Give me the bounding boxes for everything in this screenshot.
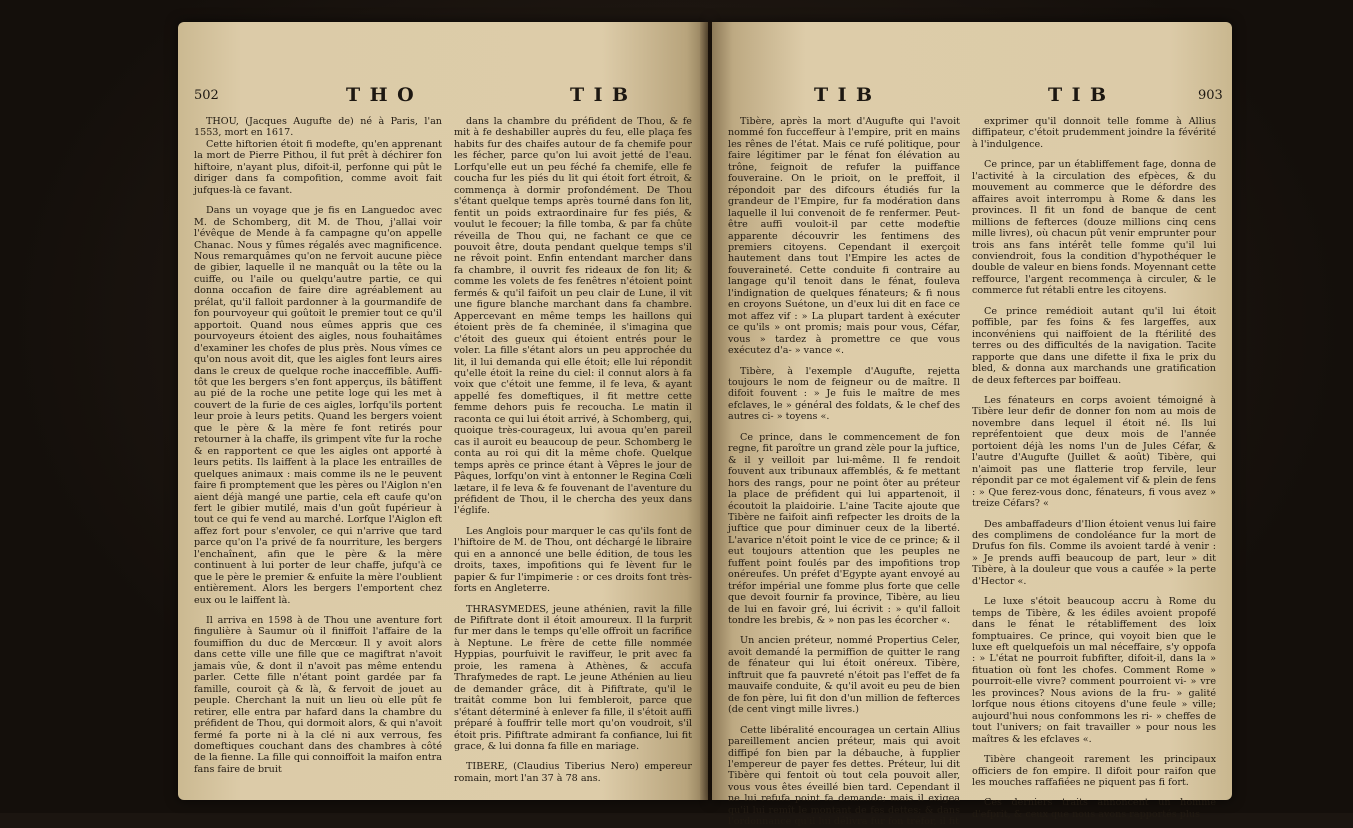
paragraph: dans la chambre du préfident de Thou, & fe mit à fe deshabiller auprès du feu, elle plaça fes habits fur des chaifes autour de fa chemife pour les fécher, parce qu'on lui avoit jetté de l'eau. Lorfqu'elle eut un peu féché fa chemife, elle fe coucha fur les piés du lit qui étoit fort étroit, & commença à dormir profondément. De Thou s'étant quelque temps après tourné dans fon lit, fentit un poids extraordinaire fur fes piés, & voulut le fecouer; la fille tomba, & par fa chûte réveilla de Thou qui, ne fachant ce que ce pouvoit être, douta pendant quelque temps s'il ne rêvoit point. Enfin entendant marcher dans fa chambre, il ouvrit fes rideaux de fon lit; & comme les volets de fes fenêtres n'étoient point fermés & qu'il faifoit un peu clair de Lune, il vit une figure blanche marchant dans fa chambre. Appercevant en même temps les haillons qui étoient près de fa cheminée, il s'imagina que c'étoit des gueux qui étoient entrés pour le voler. La fille s'étant alors un peu approchée du lit, il lui demanda qui elle étoit; elle lui répondit qu'elle étoit la reine du ciel: il connut alors à fa voix que c'étoit une femme, il fe leva, & ayant appellé fes domeftiques, il fit mettre cette femme dehors puis fe recoucha. Le matin il raconta ce qui lui étoit arrivé, à Schomberg, qui, quoique très-courageux, lui avoua qu'en pareil cas il auroit eu beaucoup de peur. Schomberg le conta au roi qui dit la même chofe. Quelque temps après ce prince étant à Vêpres le jour de Pâques, lorfqu'on vint à entonner le Regina Cœli lætare, il fe leva & fe fouvenant de l'aventure du préfident de Thou, il le chercha des yeux dans l'églife.: [454, 116, 692, 517]
running-header-left: THO: [346, 84, 424, 106]
paragraph: Le luxe s'étoit beaucoup accru à Rome du temps de Tibère, & les édiles avoient propofé dans le fénat le rétabliffement des loix fomptuaires. Ce prince, qui voyoit bien que le luxe eft quelquefois un mal néceffaire, s'y oppofa : » L'état ne pourroit fubfifter, difoit-il, dans la » fituation où font les chofes. Comment Rome » pourroit-elle vivre? comment pourroient vi- » vre les provinces? Nous avions de la fru- » galité lorfque nous étions citoyens d'une feule » ville; aujourd'hui nous confommons les ri- » cheffes de tout l'univers; on fait travailler » pour nous les maîtres & les efclaves «.: [972, 596, 1216, 745]
page-number: 903: [1198, 88, 1223, 103]
right-page: [712, 22, 1232, 828]
entry-heading: TIBERE, (Claudius Tiberius Nero) empereur romain, mort l'an 37 à 78 ans.: [454, 761, 692, 784]
paragraph: Ce prince remédioit autant qu'il lui étoit poffible, par fes foins & fes largeffes, aux inconvéniens qui naiffoient de la ftérilité des terres ou des difficultés de la navigation. Tacite rapporte que dans une difette il fixa le prix du bled, & donna aux marchands une gratification de deux fefterces par boiffeau.: [972, 305, 1216, 386]
text-column-1: [728, 116, 960, 828]
running-header-right: TIB: [570, 84, 638, 106]
paragraph: exprimer qu'il donnoit telle fomme à Allius diffipateur, c'étoit prudemment joindre la févérité à l'indulgence.: [972, 116, 1216, 150]
paragraph: Les Anglois pour marquer le cas qu'ils font de l'hiftoire de M. de Thou, ont déchargé le libraire qui en a annoncé une belle édition, de tous les droits, taxes, impofitions qui fe lèvent fur le papier & fur l'impimerie : or ces droits font très-forts en Angleterre.: [454, 525, 692, 595]
text-column-1: [194, 116, 442, 781]
paragraph: Les fénateurs en corps avoient témoigné à Tibère leur defir de donner fon nom au mois de novembre dans lequel il étoit né. Ils lui repréfentoient que deux mois de l'année portoient déjà les noms l'un de Jules Céfar, & l'autre d'Augufte (Juillet & août) Tibère, qui n'aimoit pas une flatterie trop fervile, leur répondit par ce mot également vif & plein de fens : » Que ferez-vous donc, fénateurs, fi vous avez » treize Céfars? «: [972, 394, 1216, 510]
paragraph: Un ancien préteur, nommé Propertius Celer, avoit demandé la permiffion de quitter le rang de fénateur qui lui étoit onéreux. Tibère, inftruit que fa pauvreté n'étoit pas l'effet de fa mauvaife conduite, & qu'il avoit eu peu de bien de fon père, lui fit don d'un million de fefterces (de cent vingt mille livres.): [728, 635, 960, 716]
paragraph: Ces derniers traits annoncent un homme d'efprit, & ceux que nous avons rapportés plus: [972, 797, 1216, 820]
paragraph: Tibère, à l'exemple d'Augufte, rejetta toujours le nom de feigneur ou de maître. Il difoit fouvent : » Je fuis le maître de mes efclaves, le » général des foldats, & le chef des autres ci- » toyens «.: [728, 365, 960, 423]
running-header-right: TIB: [1048, 84, 1116, 106]
left-page: [178, 22, 708, 800]
paragraph: Tibère, après la mort d'Augufte qui l'avoit nommé fon fucceffeur à l'empire, prit en mains les rênes de l'état. Mais ce rufé politique, pour faire légitimer par le fénat fon élévation au trône, feignoit de refufer la puiffance fouveraine. On le prioit, on le preffoit, il répondoit par des difcours étudiés fur la grandeur de l'Empire, fur fa modération dans laquelle il lui convenoit de fe renfermer. Peut-être auffi vouloit-il par cette modeftie apparente découvrir les fentimens des premiers citoyens. Cependant il exerçoit hautement dans tout l'Empire les actes de fouveraineté. Cette conduite fi contraire au langage qu'il tenoit dans le fénat, fouleva l'indignation de quelques fénateurs; & fi nous en croyons Suétone, un d'eux lui dit en face ce mot affez vif : » La plupart tardent à exécuter ce qu'ils » ont promis; mais pour vous, Céfar, vous » tardez à promettre ce que vous exécutez d'a- » vance «.: [728, 116, 960, 357]
text-column-2: [972, 116, 1216, 820]
entry-heading: THOU, (Jacques Augufte de) né à Paris, l'an 1553, mort en 1617.: [194, 116, 442, 139]
paragraph: Ce prince, dans le commencement de fon regne, fit paroître un grand zèle pour la juftice, & il y veilloit par lui-même. Il fe rendoit fouvent aux tribunaux affemblés, & fe mettant hors des rangs, pour ne point ôter au préteur la place de préfident qui lui appartenoit, il écoutoit la plaidoirie. L'aine Tacite ajoute que Tibère ne faifoit ainfi refpecter les droits de la juftice que pour diminuer ceux de la liberté. L'avarice n'étoit point le vice de ce prince; & il eut toujours attention que les peuples ne fuffent point foulés par des impofitions trop onéreufes. Un préfet d'Egypte ayant envoyé au tréfor impérial une fomme plus forte que celle que devoit fournir fa province, Tibère, au lieu de lui en favoir gré, lui écrivit : » qu'il falloit tondre les brebis, & » non pas les écorcher «.: [728, 431, 960, 627]
running-header-left: TIB: [814, 84, 882, 106]
paragraph: Cette libéralité encouragea un certain Allius pareillement ancien préteur, mais qui avoit diffipé fon bien par la débauche, à fupplier l'empereur de payer fes dettes. Préteur, lui dit Tibère qui fentoit où tout cela pouvoit aller, vous vous êtes éveillé bien tard. Cependant il ne lui refufa point fa demande; mais il exigea qu'il lui remît le montant de fes dettes; & dans l'ordonnance qu'il lui délivra fur fon tréfor, il fit: [728, 724, 960, 828]
page-number: 502: [194, 88, 219, 103]
paragraph: Il arriva en 1598 à de Thou une aventure fort fingulière à Saumur où il finiffoit l'affaire de la foumiffion du duc de Mercœur. Il y avoit alors dans cette ville une fille que ce magiftrat n'avoit jamais vûe, & dont il n'avoit pas même entendu parler. Cette fille n'étant point gardée par fa famille, couroit çà & là, & fervoit de jouet au peuple. Cherchant la nuit un lieu où elle pût fe retirer, elle entra par hafard dans la chambre du préfident de Thou, qui dormoit alors, & qui n'avoit fermé fa porte ni à la clé ni aux verrous, fes domeftiques couchant dans des chambres à côté de la fienne. La fille qui connoiffoit la maifon entra fans faire de bruit: [194, 615, 442, 775]
paragraph: Cette hiftorien étoit fi modefte, qu'en apprenant la mort de Pierre Pithou, il fut prêt à déchirer fon hiftoire, n'ayant plus, difoit-il, perfonne qui pût le diriger dans fa compofition, comme avoit fait jufques-là ce favant.: [194, 138, 442, 196]
paragraph: Dans un voyage que je fis en Languedoc avec M. de Schomberg, dit M. de Thou, j'allai voir l'évêque de Mende à fa campagne qu'on appelle Chanac. Nous y fûmes régalés avec magnificence. Nous remarquâmes qu'on ne fervoit aucune pièce de gibier, laquelle il ne manquât ou la tête ou la cuiffe, ou l'aile ou quelqu'autre partie, ce qui donna occafion de faire dire agréablement au prélat, qu'il falloit pardonner à la gourmandife de fon pourvoyeur qui goûtoit le premier tout ce qu'il apportoit. Quand nous eûmes appris que ces pourvoyeurs étoient des aigles, nous fouhaitâmes d'examiner les chofes de plus près. Nous vîmes ce qu'on nous avoit dit, que les aigles font leurs aires dans le creux de quelque roche inacceffible. Auffi-tôt que les bergers s'en font apperçus, ils bâtiffent au pié de la roche une petite loge qui les met à couvert de la furie de ces aigles, lorfqu'ils portent leur proie à leurs petits. Quand les bergers voient que le père & la mère fe font retirés pour retourner à la chaffe, ils grimpent vîte fur la roche & en rapportent ce que les aigles ont apporté à leurs petits. Ils laiffent à la place les entrailles de quelques animaux : mais comme ils ne le peuvent faire fi promptement que les pères ou l'Aiglon n'en aient déjà mangé une partie, cela eft caufe qu'on fert le gibier mutilé, mais d'un goût fupérieur à tout ce qui fe vend au marché. Lorfque l'Aiglon eft affez fort pour s'envoler, ce qui n'arrive que tard parce qu'on l'a privé de fa nourriture, les bergers l'enchaînent, afin que le père & la mère continuent à lui porter de leur chaffe, jufqu'à ce que le père le premier & enfuite la mère l'oublient entièrement. Alors les bergers l'emportent chez eux ou le laiffent là.: [194, 205, 442, 606]
text-column-2: [454, 116, 692, 784]
paragraph: Tibère changeoit rarement les principaux officiers de fon empire. Il difoit pour raifon que les mouches raffafiées ne piquent pas fi fort.: [972, 754, 1216, 789]
entry-heading: THRASYMEDES, jeune athénien, ravit la fille de Pififtrate dont il étoit amoureux. Il la furprit fur mer dans le temps qu'elle offroit un facrifice à Neptune. Le frère de cette fille nommée Hyppias, pourfuivit le raviffeur, le prit avec fa proie, les ramena à Athènes, & accufa Thrafymedes de rapt. Le jeune Athénien au lieu de demander grâce, dit à Pififtrate, qu'il le traitât comme bon lui fembleroit, parce que s'étant déterminé à enlever fa fille, il s'étoit auffi préparé à fouffrir telle mort qu'on voudroit, s'il étoit pris. Pififtrate admirant fa confiance, lui fit grace, & lui donna fa fille en mariage.: [454, 603, 692, 753]
paragraph: Des ambaffadeurs d'Ilion étoient venus lui faire des complimens de condoléance fur la mort de Drufus fon fils. Comme ils avoient tardé à venir : » Je prends auffi beaucoup de part, leur » dit Tibère, à la douleur que vous a caufée » la perte d'Hector «.: [972, 518, 1216, 587]
paragraph: Ce prince, par un établiffement fage, donna de l'activité à la circulation des efpèces, & du mouvement au commerce que le défordre des affaires avoit interrompu à Rome & dans les provinces. Il fit un fond de banque de cent millions de fefterces (douze millions cinq cens mille livres), où chacun pût venir emprunter pour trois ans fans intérêt telle fomme qu'il lui conviendroit, fous la condition d'hypothéquer le double de valeur en biens fonds. Moyennant cette reffource, l'argent recommença à circuler, & le commerce fut rétabli entre les citoyens.: [972, 159, 1216, 297]
